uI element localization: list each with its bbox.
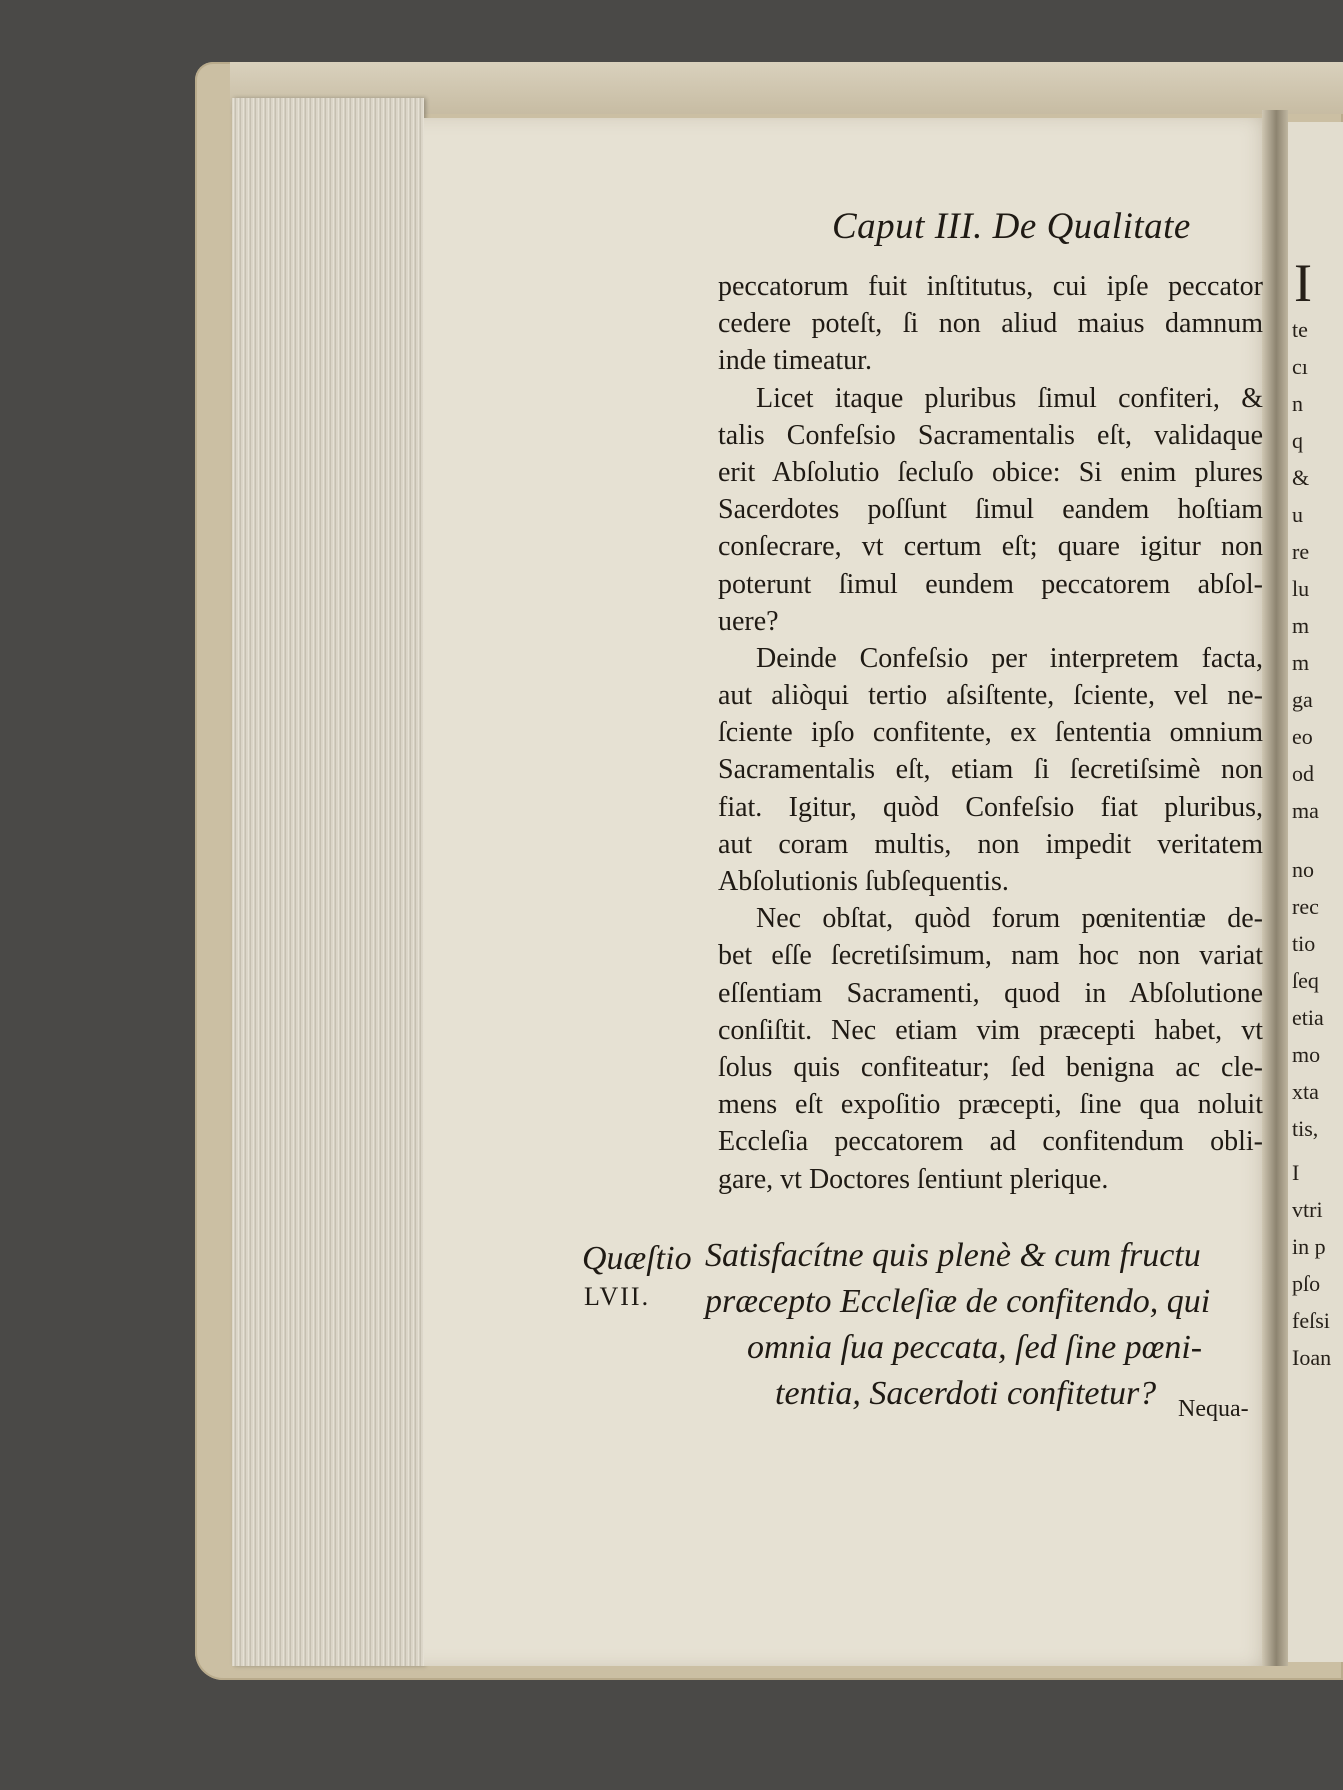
question-line: præcepto Eccleſiæ de confitendo, qui <box>705 1283 1211 1320</box>
right-page-text: ma <box>1292 798 1319 823</box>
right-page-text: mo <box>1292 1042 1321 1067</box>
text-line: talis Confeſsio Sacramentalis eſt, validaque <box>718 419 1263 451</box>
text-line: Nec obſtat, quòd forum pœnitentiæ de- <box>756 903 1263 935</box>
right-page-text: tio <box>1292 931 1316 956</box>
text-line: poterunt ſimul eundem peccatorem abſol- <box>718 568 1263 600</box>
right-page-text: tis, <box>1292 1116 1319 1141</box>
question-number: LVII. <box>584 1282 651 1311</box>
book-gutter <box>1262 110 1288 1666</box>
right-page-text: u <box>1292 502 1303 527</box>
right-page-text: lu <box>1292 576 1310 601</box>
text-line: mens eſt expoſitio præcepti, ſine qua noluit <box>718 1089 1263 1121</box>
text-line: aut coram multis, non impedit veritatem <box>718 828 1263 860</box>
text-line: ſolus quis confiteatur; ſed benigna ac cle- <box>718 1051 1263 1083</box>
right-page-text: feſsi <box>1292 1308 1330 1333</box>
question-line: tentia, Sacerdoti confitetur? <box>775 1375 1157 1412</box>
right-page-text: xta <box>1292 1079 1319 1104</box>
text-line: cedere poteſt, ſi non aliud maius damnum <box>718 308 1263 340</box>
question-line: Satisfacítne quis plenè & cum fructu <box>705 1237 1201 1274</box>
question-label: Quæſtio <box>582 1240 692 1277</box>
right-page-text: te <box>1292 317 1308 342</box>
right-page-text: Ioan <box>1292 1345 1332 1370</box>
text-line: conſiſtit. Nec etiam vim præcepti habet, vt <box>718 1014 1263 1046</box>
right-page-text: rec <box>1292 894 1319 919</box>
text-line: Abſolutionis ſubſequentis. <box>718 866 1009 897</box>
right-page-text: n <box>1292 391 1303 416</box>
right-page-text: I <box>1292 1160 1300 1185</box>
right-page-text: no <box>1292 857 1314 882</box>
right-page-text: m <box>1292 613 1310 638</box>
question-text <box>705 1233 1265 1417</box>
text-line: inde timeatur. <box>718 345 872 377</box>
page-edges <box>232 98 424 1666</box>
right-page-text: q <box>1292 428 1303 453</box>
right-page-text: & <box>1292 465 1310 490</box>
text-line: Sacramentalis eſt, etiam ſi ſecretiſsimè non <box>718 754 1263 786</box>
text-line: Deinde Confeſsio per interpretem facta, <box>756 642 1263 674</box>
right-page-text: vtri <box>1292 1197 1323 1222</box>
text-line: Sacerdotes poſſunt ſimul eandem hoſtiam <box>718 494 1263 526</box>
text-line: peccatorum fuit inſtitutus, cui ipſe peccator <box>718 271 1263 302</box>
text-line: fiat. Igitur, quòd Confeſsio fiat pluribus, <box>718 791 1263 823</box>
right-page-text: etia <box>1292 1005 1324 1030</box>
running-header: Caput III. De Qualitate <box>832 206 1191 247</box>
text-line: conſecrare, vt certum eſt; quare igitur non <box>718 531 1263 563</box>
text-line: Licet itaque pluribus ſimul confiteri, & <box>756 382 1263 414</box>
right-page-text: m <box>1292 650 1310 675</box>
text-line: ſciente ipſo confitente, ex ſententia omnium <box>718 717 1263 749</box>
text-line: aut aliòqui tertio aſsiſtente, ſciente, vel ne- <box>718 680 1263 712</box>
right-page-text: od <box>1292 761 1314 786</box>
text-line: erit Abſolutio ſecluſo obice: Si enim plures <box>718 456 1263 488</box>
right-page-text: pſo <box>1292 1271 1321 1296</box>
right-page-text: cı <box>1292 354 1308 379</box>
right-page-text: re <box>1292 539 1310 564</box>
text-line: uere? <box>718 605 779 637</box>
text-line: Eccleſia peccatorem ad confitendum obli- <box>718 1126 1263 1158</box>
right-page-text: ga <box>1292 687 1313 712</box>
body-text <box>718 268 1263 1198</box>
right-page-text: ſeq <box>1292 968 1319 993</box>
right-page-initial: I <box>1294 253 1312 313</box>
right-page-fragment <box>1288 122 1343 1662</box>
text-line: bet eſſe ſecretiſsimum, nam hoc non variat <box>718 940 1263 972</box>
right-page-text: eo <box>1292 724 1313 749</box>
text-line: gare, vt Doctores ſentiunt plerique. <box>718 1163 1109 1195</box>
question-line: omnia ſua peccata, ſed ſine pœni- <box>747 1329 1203 1366</box>
text-line: eſſentiam Sacramenti, quod in Abſolutione <box>718 977 1263 1009</box>
right-page-text: in p <box>1292 1234 1326 1259</box>
catchword: Nequa- <box>1178 1396 1249 1422</box>
